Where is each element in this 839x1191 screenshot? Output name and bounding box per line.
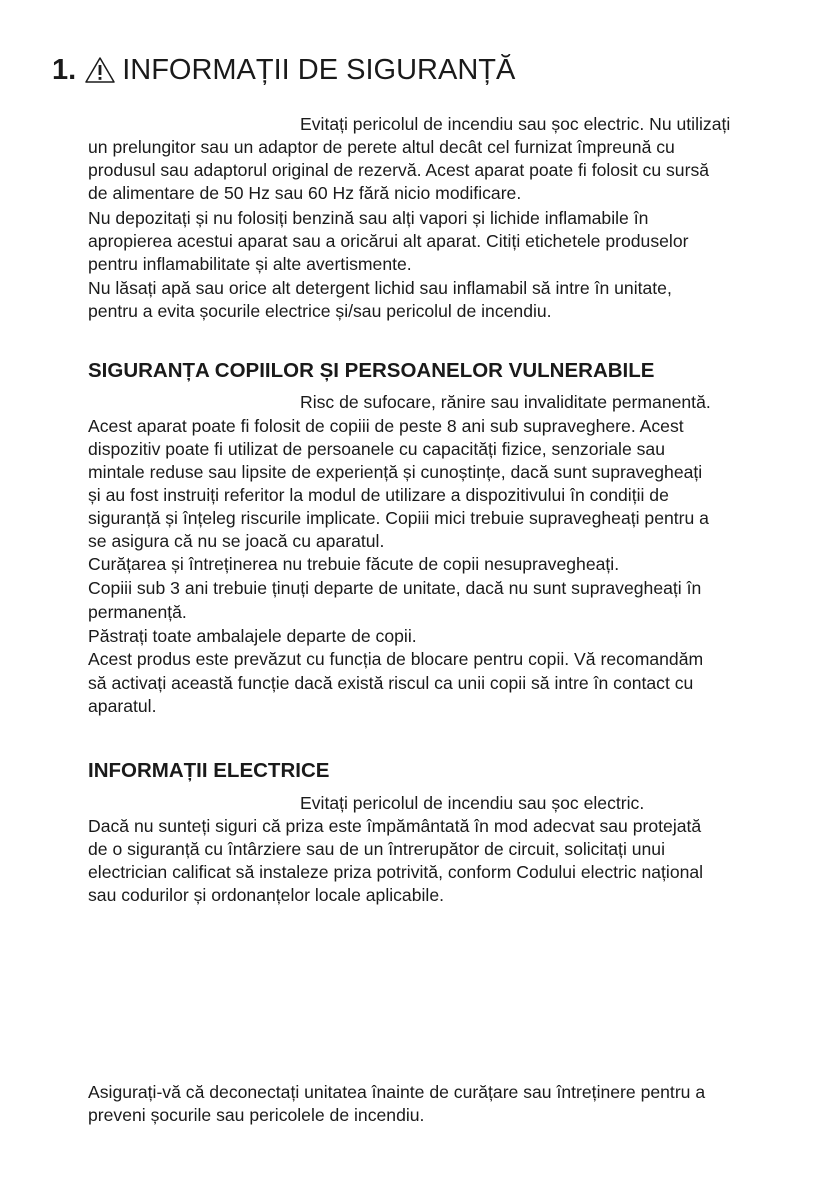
paragraph-line: să activați această funcție dacă există riscul ca unii copii să intre în contact cu: [88, 673, 694, 693]
paragraph-line: siguranță și înțeleg riscurile implicate. Copiii mici trebuie supravegheați pentru a: [88, 508, 709, 528]
paragraph-line: electrician calificat să instaleze priza potrivită, conform Codului electric național: [88, 862, 704, 882]
paragraph-line: un prelungitor sau un adaptor de perete altul decât cel furnizat împreună cu: [88, 137, 675, 157]
paragraph-line: Nu lăsați apă sau orice alt detergent lichid sau inflamabil să intre în unitate,: [88, 278, 672, 298]
paragraph-line: Curățarea și întreținerea nu trebuie făcute de copii nesupravegheați.: [88, 554, 620, 574]
paragraph-line: Evitați pericolul de incendiu sau șoc electric. Nu utilizați: [300, 114, 731, 134]
paragraph-line: Acest produs este prevăzut cu funcția de blocare pentru copii. Vă recomandăm: [88, 649, 704, 669]
paragraph-line: preveni șocurile sau pericolele de incendiu.: [88, 1105, 425, 1125]
paragraph-line: de alimentare de 50 Hz sau 60 Hz fără nicio modificare.: [88, 183, 522, 203]
paragraph-line: produsul sau adaptorul original de rezervă. Acest aparat poate fi folosit cu sursă: [88, 160, 710, 180]
paragraph-line: dispozitiv poate fi utilizat de persoanele cu capacități fizice, senzoriale sau: [88, 439, 666, 459]
paragraph-line: Copiii sub 3 ani trebuie ținuți departe de unitate, dacă nu sunt supravegheați în: [88, 578, 702, 598]
paragraph-line: mintale reduse sau lipsite de experiență și cunoștințe, dacă sunt supravegheați: [88, 462, 703, 482]
page-title: [52, 52, 515, 88]
title-text: INFORMAȚII DE SIGURANȚĂ: [122, 54, 516, 86]
paragraph-line: se asigura că nu se joacă cu aparatul.: [88, 531, 385, 551]
paragraph-line: aparatul.: [88, 696, 157, 716]
paragraph-line: apropierea acestui aparat sau a oricărui alt aparat. Citiți etichetele produselor: [88, 231, 689, 251]
paragraph-line: permanență.: [88, 602, 187, 622]
section-heading: SIGURANȚA COPIILOR ȘI PERSOANELOR VULNERABILE: [88, 359, 655, 382]
paragraph-line: și au fost instruiți referitor la modul de utilizare a dispozitivului în condiții de: [88, 485, 669, 505]
paragraph-line: Nu depozitați și nu folosiți benzină sau alți vapori și lichide inflamabile în: [88, 208, 649, 228]
section-number: 1.: [52, 54, 77, 86]
paragraph-line: sau codurilor și ordonanțelor locale aplicabile.: [88, 885, 444, 905]
section-heading: INFORMAȚII ELECTRICE: [88, 759, 330, 782]
paragraph-line: Păstrați toate ambalajele departe de copii.: [88, 626, 417, 646]
paragraph-line: pentru inflamabilitate și alte avertismente.: [88, 254, 412, 274]
warning-triangle-icon: [84, 56, 116, 84]
paragraph-line: Risc de sufocare, rănire sau invaliditate permanentă.: [300, 392, 711, 412]
paragraph-line: Asigurați-vă că deconectați unitatea înainte de curățare sau întreținere pentru a: [88, 1082, 706, 1102]
paragraph-line: Acest aparat poate fi folosit de copiii de peste 8 ani sub supraveghere. Acest: [88, 416, 684, 436]
paragraph-line: pentru a evita șocurile electrice și/sau pericolul de incendiu.: [88, 301, 552, 321]
paragraph-line: Dacă nu sunteți siguri că priza este împământată în mod adecvat sau protejată: [88, 816, 702, 836]
paragraph-line: Evitați pericolul de incendiu sau șoc electric.: [300, 793, 645, 813]
paragraph-line: de o siguranță cu întârziere sau de un întrerupător de circuit, solicitați unui: [88, 839, 666, 859]
